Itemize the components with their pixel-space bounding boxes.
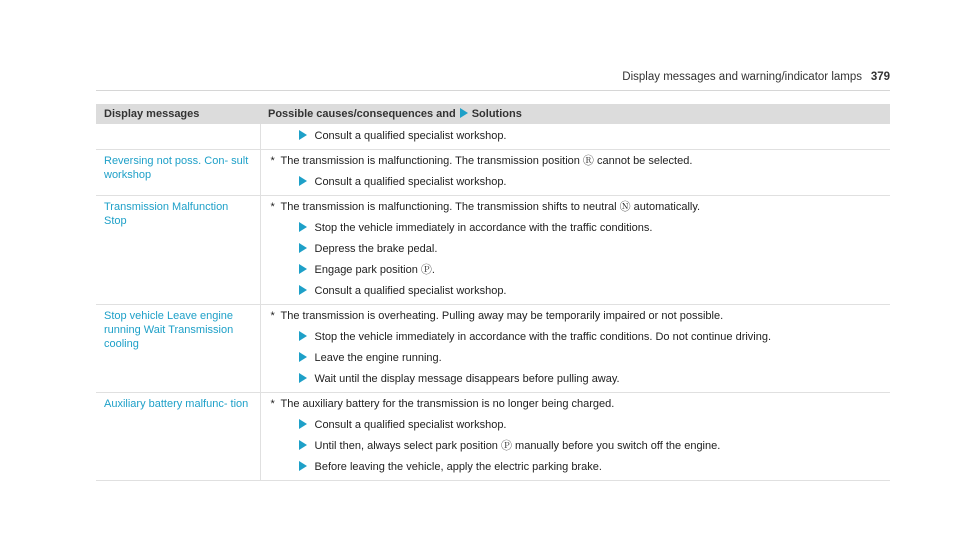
col-header-post: Solutions <box>471 108 522 120</box>
step-text: Engage park position Ⓟ. <box>314 264 435 276</box>
cause-text: The transmission is overheating. Pulling away may be temporarily impaired or not possible. <box>280 310 724 322</box>
step-text: Consult a qualified specialist workshop. <box>314 176 507 188</box>
arrow-icon <box>299 176 307 186</box>
arrow-icon <box>299 222 307 232</box>
step-text: Consult a qualified specialist workshop. <box>314 419 507 431</box>
solution-cell <box>260 150 890 196</box>
cause: * The auxiliary battery for the transmission is no longer being charged. <box>270 398 615 410</box>
arrow-icon <box>299 352 307 362</box>
table-row <box>96 393 890 481</box>
display-messages-table <box>96 104 890 481</box>
arrow-icon <box>299 243 307 253</box>
solution-cell <box>260 305 890 393</box>
col-header-pre: Possible causes/consequences and <box>268 108 456 120</box>
message-cell: Reversing not poss. Con- sult workshop <box>96 150 260 196</box>
step <box>271 175 883 189</box>
table-row <box>96 150 890 196</box>
solution-cell <box>260 196 890 305</box>
step-text: Stop the vehicle immediately in accordance with the traffic conditions. <box>314 222 653 234</box>
step <box>271 418 883 432</box>
step <box>271 460 883 474</box>
solution-cell <box>260 124 890 150</box>
step <box>271 439 883 453</box>
message-cell <box>96 124 260 150</box>
arrow-icon <box>299 130 307 140</box>
step <box>271 330 883 344</box>
arrow-icon <box>299 331 307 341</box>
step-text: Stop the vehicle immediately in accordance with the traffic conditions. Do not continue driving. <box>314 331 772 343</box>
arrow-icon <box>299 264 307 274</box>
arrow-icon <box>299 440 307 450</box>
table-header-row <box>96 104 890 124</box>
step-text: Before leaving the vehicle, apply the electric parking brake. <box>314 461 602 473</box>
arrow-icon <box>299 419 307 429</box>
message-cell: Stop vehicle Leave engine running Wait Transmission cooling <box>96 305 260 393</box>
col-header-solutions <box>260 104 890 124</box>
step-text: Consult a qualified specialist workshop. <box>314 285 507 297</box>
table-row <box>96 124 890 150</box>
cause: * The transmission is overheating. Pulling away may be temporarily impaired or not possible. <box>270 310 724 322</box>
step-text: Wait until the display message disappears before pulling away. <box>314 373 620 385</box>
arrow-icon <box>299 285 307 295</box>
page-number: 379 <box>870 71 890 83</box>
step <box>271 351 883 365</box>
message-cell: Transmission Malfunction Stop <box>96 196 260 305</box>
step <box>271 129 883 143</box>
step <box>271 263 883 277</box>
arrow-icon <box>299 461 307 471</box>
step-text: Consult a qualified specialist workshop. <box>314 130 507 142</box>
table-row <box>96 196 890 305</box>
page-header <box>96 70 890 91</box>
step <box>271 221 883 235</box>
message-cell: Auxiliary battery malfunc- tion <box>96 393 260 481</box>
step <box>271 242 883 256</box>
col-header-messages: Display messages <box>96 104 260 124</box>
step-text: Depress the brake pedal. <box>314 243 438 255</box>
step-text: Leave the engine running. <box>314 352 442 364</box>
step <box>271 284 883 298</box>
cause: * The transmission is malfunctioning. The transmission position Ⓡ cannot be selected. <box>270 155 693 167</box>
table-row <box>96 305 890 393</box>
arrow-icon <box>460 108 468 118</box>
step <box>271 372 883 386</box>
cause-text: The auxiliary battery for the transmission is no longer being charged. <box>280 398 615 410</box>
solution-cell <box>260 393 890 481</box>
step-text: Until then, always select park position Ⓟ manually before you switch off the engine. <box>314 440 721 452</box>
cause-text: The transmission is malfunctioning. The transmission shifts to neutral Ⓝ automatically. <box>280 201 701 213</box>
cause-text: The transmission is malfunctioning. The transmission position Ⓡ cannot be selected. <box>280 155 693 167</box>
header-title: Display messages and warning/indicator lamps <box>622 71 862 83</box>
arrow-icon <box>299 373 307 383</box>
cause: * The transmission is malfunctioning. The transmission shifts to neutral Ⓝ automatically. <box>270 201 701 213</box>
